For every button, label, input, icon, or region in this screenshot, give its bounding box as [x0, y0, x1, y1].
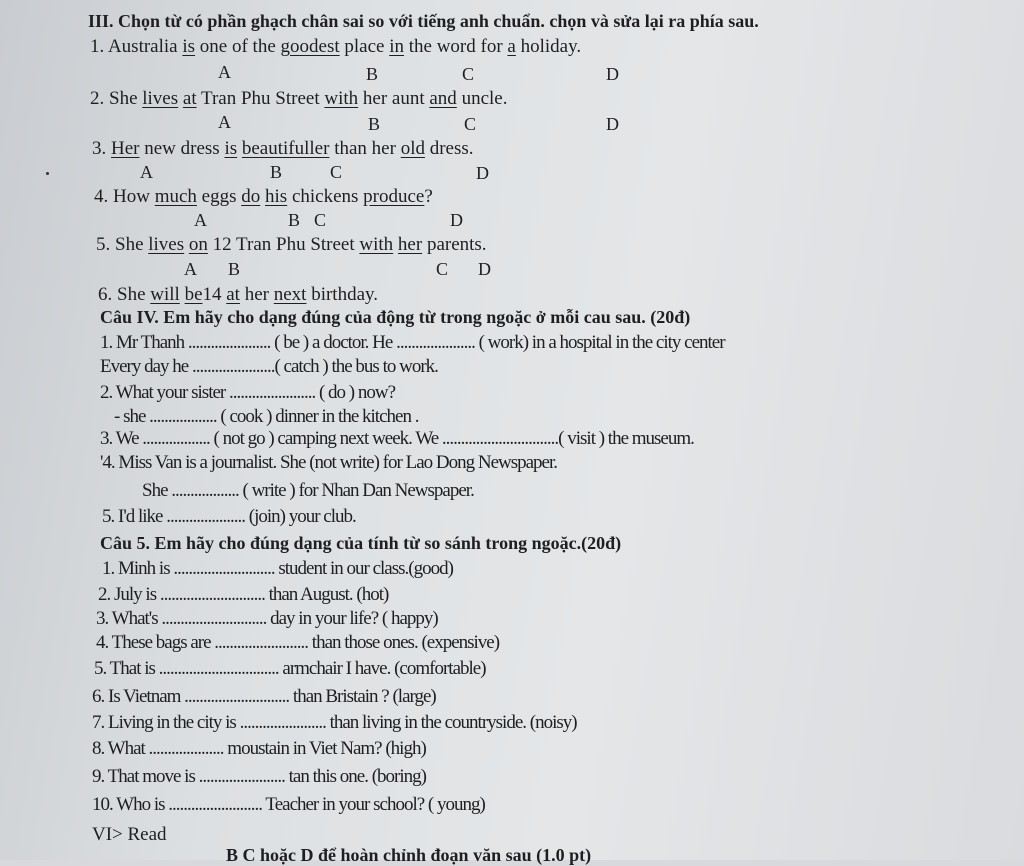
option-letter-a: A	[194, 210, 207, 230]
section-5-line-9: 9. That move is ....................... tan this one. (boring)	[92, 766, 426, 787]
underlined-word: is	[182, 36, 196, 57]
underlined-word: and	[429, 88, 457, 109]
underlined-word: lives	[142, 88, 179, 109]
section-4-heading: Câu IV. Em hãy cho dạng đúng của động từ trong ngoặc ở mỗi cau sau. (20đ)	[100, 307, 691, 327]
question-3-3: 3. Her new dress is beautifuller than her old dress.	[92, 138, 474, 159]
underlined-word: next	[273, 284, 307, 305]
option-letter-b: B	[270, 162, 283, 182]
underlined-word: goodest	[280, 36, 340, 57]
option-letter-a: A	[218, 112, 231, 132]
underlined-word: at	[226, 284, 240, 305]
stray-mark	[46, 172, 49, 175]
option-letter-d: D	[478, 259, 491, 279]
option-letter-d: D	[476, 163, 489, 183]
option-letter-c: C	[330, 162, 343, 182]
section-5-line-6: 6. Is Vietnam ............................ than Bristain ? (large)	[92, 686, 436, 707]
section-5-line-7: 7. Living in the city is ....................... than living in the countryside. (noisy)	[92, 712, 577, 733]
underlined-word: a	[507, 36, 516, 57]
underlined-word: at	[182, 88, 197, 109]
question-3-5: 5. She lives on 12 Tran Phu Street with her parents.	[96, 234, 487, 255]
section-4-line-7: She .................. ( write ) for Nhan Dan Newspaper.	[142, 480, 474, 501]
section-4-line-1: 1. Mr Thanh ...................... ( be ) a doctor. He ..................... ( work) in a hospital in the city center	[100, 332, 725, 353]
section-5-line-10: 10. Who is ......................... Teacher in your school? ( young)	[92, 794, 485, 815]
underlined-word: with	[324, 88, 359, 109]
underlined-word: produce	[363, 186, 425, 207]
underlined-word: old	[400, 138, 425, 159]
underlined-word: beautifuller	[241, 138, 330, 159]
underlined-word: lives	[148, 234, 185, 255]
underlined-word: on	[188, 234, 208, 255]
option-letter-b: B	[288, 210, 301, 230]
underlined-word: will	[150, 284, 180, 305]
option-letter-a: A	[140, 162, 153, 182]
option-letter-a: A	[218, 62, 231, 82]
section-5-line-5: 5. That is ................................ armchair I have. (comfortable)	[94, 658, 486, 679]
section-5-line-4: 4. These bags are ......................... than those ones. (expensive)	[96, 632, 500, 653]
underlined-word: is	[224, 138, 238, 159]
option-letter-b: B	[368, 114, 381, 134]
option-letter-a: A	[184, 259, 197, 279]
section-4-line-5: 3. We .................. ( not go ) camping next week. We ...............................( visit ) the museum.	[100, 428, 694, 449]
option-letter-c: C	[436, 259, 449, 279]
section-4-line-6: '4. Miss Van is a journalist. She (not write) for Lao Dong Newspaper.	[100, 452, 558, 473]
underlined-word: do	[241, 186, 261, 207]
section-4-line-3: 2. What your sister ....................... ( do ) now?	[100, 382, 396, 403]
underlined-word: be	[184, 284, 203, 305]
option-letter-c: C	[464, 114, 477, 134]
section-3-heading: III. Chọn từ có phần ghạch chân sai so với tiếng anh chuẩn. chọn và sửa lại ra phía sau.	[88, 11, 759, 31]
section-5-line-2: 2. July is ............................ than August. (hot)	[98, 584, 389, 605]
question-3-1: 1. Australia is one of the goodest place in the word for a holiday.	[90, 36, 582, 57]
question-3-2: 2. She lives at Tran Phu Street with her aunt and uncle.	[90, 88, 508, 109]
section-5-line-1: 1. Minh is ........................... student in our class.(good)	[102, 558, 453, 579]
section-4-line-2: Every day he ......................( catch ) the bus to work.	[100, 356, 438, 377]
underlined-word: in	[389, 36, 404, 57]
section-4-line-4: - she .................. ( cook ) dinner in the kitchen .	[114, 406, 419, 427]
underlined-word: his	[265, 186, 288, 207]
option-letter-d: D	[450, 210, 463, 230]
section-4-line-8: 5. I'd like ..................... (join) your club.	[102, 506, 356, 527]
option-letter-d: D	[606, 114, 619, 134]
section-5-line-3: 3. What's ............................ day in your life? ( happy)	[96, 608, 438, 629]
option-letter-d: D	[606, 64, 619, 84]
section-5-heading: Câu 5. Em hãy cho đúng dạng của tính từ so sánh trong ngoặc.(20đ)	[100, 533, 622, 553]
underlined-word: much	[154, 186, 197, 207]
option-letter-c: C	[314, 210, 327, 230]
section-6-subline: B C hoặc D để hoàn chỉnh đoạn văn sau (1.0 pt)	[226, 845, 592, 865]
option-letter-b: B	[366, 64, 379, 84]
option-letter-b: B	[228, 259, 241, 279]
question-3-4: 4. How much eggs do his chickens produce?	[94, 186, 433, 207]
word-australia: Australia	[107, 36, 178, 57]
underlined-word: Her	[111, 138, 140, 159]
section-5-line-8: 8. What .................... moustain in Viet Nam? (high)	[92, 738, 426, 759]
section-6-heading: VI> Read	[92, 824, 167, 845]
underlined-word: with	[359, 234, 394, 255]
underlined-word: her	[397, 234, 423, 255]
question-3-6: 6. She will be14 at her next birthday.	[98, 284, 379, 305]
option-letter-c: C	[462, 64, 475, 84]
